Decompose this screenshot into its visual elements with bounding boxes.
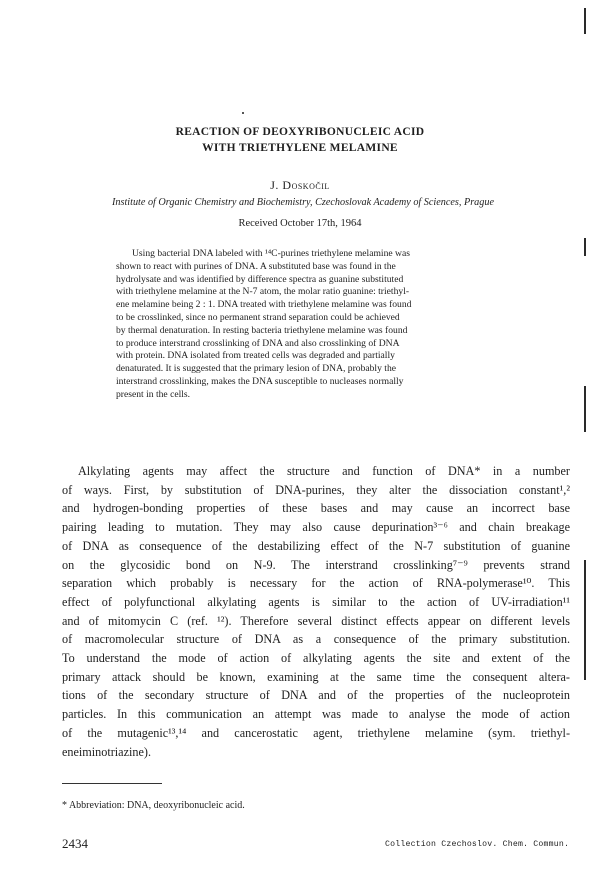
footnote: * Abbreviation: DNA, deoxyribonucleic acid. <box>62 800 245 811</box>
received-date: Received October 17th, 1964 <box>238 218 362 229</box>
body-line: of ways. First, by substitution of DNA-purines, they alter the dissociation constant¹,² <box>62 482 570 497</box>
author-name <box>0 178 600 193</box>
abstract <box>116 248 511 402</box>
body-line: on the glycosidic bond on N-9. The interstrand crosslinking⁷⁻⁹ prevents strand <box>62 557 570 572</box>
body-line: particles. In this communication an attempt was made to analyse the mode of action <box>62 707 570 722</box>
body-line: effect of polyfunctional alkylating agents is similar to the action of UV-irradiation¹¹ <box>62 594 570 609</box>
body-line: of macromolecular structure of DNA as a consequence of the primary substitution. <box>62 632 570 647</box>
author-initial: J. <box>270 178 283 192</box>
body-line: primary attack should be known, examining at the same time the consequent altera- <box>62 669 570 684</box>
body-line: and hydrogen-bonding properties of these bases and may cause an incorrect base <box>62 501 570 516</box>
abstract-line: present in the cells. <box>116 388 191 400</box>
body-line: separation which probably is necessary for the action of RNA-polymerase¹⁰. This <box>62 576 570 591</box>
abstract-line: hydrolysate and was identified by difference spectra as guanine substituted <box>116 273 404 285</box>
abstract-line: to produce interstrand crosslinking of DNA and also crosslinking of DNA <box>116 337 400 349</box>
page-number: 2434 <box>62 836 88 851</box>
body-line: tions of the secondary structure of DNA and of the properties of the nucleoprotein <box>62 688 570 703</box>
abstract-line: to be crosslinked, since no permanent strand separation could be achieved <box>116 311 400 323</box>
body-line: pairing leading to mutation. They may also cause depurination³⁻⁶ and chain breakage <box>62 520 570 535</box>
body-line: Alkylating agents may affect the structure and function of DNA* in a number <box>78 464 570 478</box>
scan-edge-mark <box>584 238 586 256</box>
body-line: and of mitomycin C (ref. ¹²). Therefore several distinct effects appear on different levels <box>62 613 570 628</box>
scan-speck <box>242 112 244 114</box>
abstract-line: with protein. DNA isolated from treated cells was degraded and partially <box>116 350 395 362</box>
abstract-line: by thermal denaturation. In resting bacteria triethylene melamine was found <box>116 324 408 336</box>
scan-edge-mark <box>584 386 586 432</box>
body-line: of the mutagenic¹³,¹⁴ and cancerostatic agent, triethylene melamine (sym. triethyl- <box>62 725 570 740</box>
abstract-line: with triethylene melamine at the N-7 atom, the molar ratio guanine: triethyl- <box>116 286 410 298</box>
body-line: To understand the mode of action of alkylating agents the site and extent of the <box>62 651 570 666</box>
abstract-line: shown to react with purines of DNA. A substituted base was found in the <box>116 260 396 272</box>
journal-running-footer: Collection Czechoslov. Chem. Commun. <box>385 840 570 849</box>
introduction-paragraph <box>62 462 570 761</box>
abstract-line: ene melamine being 2 : 1. DNA treated with triethylene melamine was found <box>116 299 412 311</box>
article-title-line-1: REACTION OF DEOXYRIBONUCLEIC ACID <box>175 126 425 138</box>
abstract-line: interstrand crosslinking, makes the DNA susceptible to nucleases normally <box>116 375 404 387</box>
author-surname: Doskočil <box>282 178 330 192</box>
article-title-line-2: WITH TRIETHYLENE MELAMINE <box>202 142 398 154</box>
scan-edge-mark <box>584 8 586 34</box>
author-affiliation: Institute of Organic Chemistry and Biochemistry, Czechoslovak Academy of Sciences, Prague <box>112 197 494 208</box>
scan-edge-mark <box>584 560 586 680</box>
body-line: eneiminotriazine). <box>62 744 151 759</box>
abstract-line: Using bacterial DNA labeled with ¹⁴C-purines triethylene melamine was <box>132 248 410 259</box>
abstract-line: denaturated. It is suggested that the primary lesion of DNA, probably the <box>116 363 397 375</box>
body-line: of DNA as consequence of the destabilizing effect of the N-7 substitution of guanine <box>62 538 570 553</box>
footnote-divider <box>62 783 162 784</box>
